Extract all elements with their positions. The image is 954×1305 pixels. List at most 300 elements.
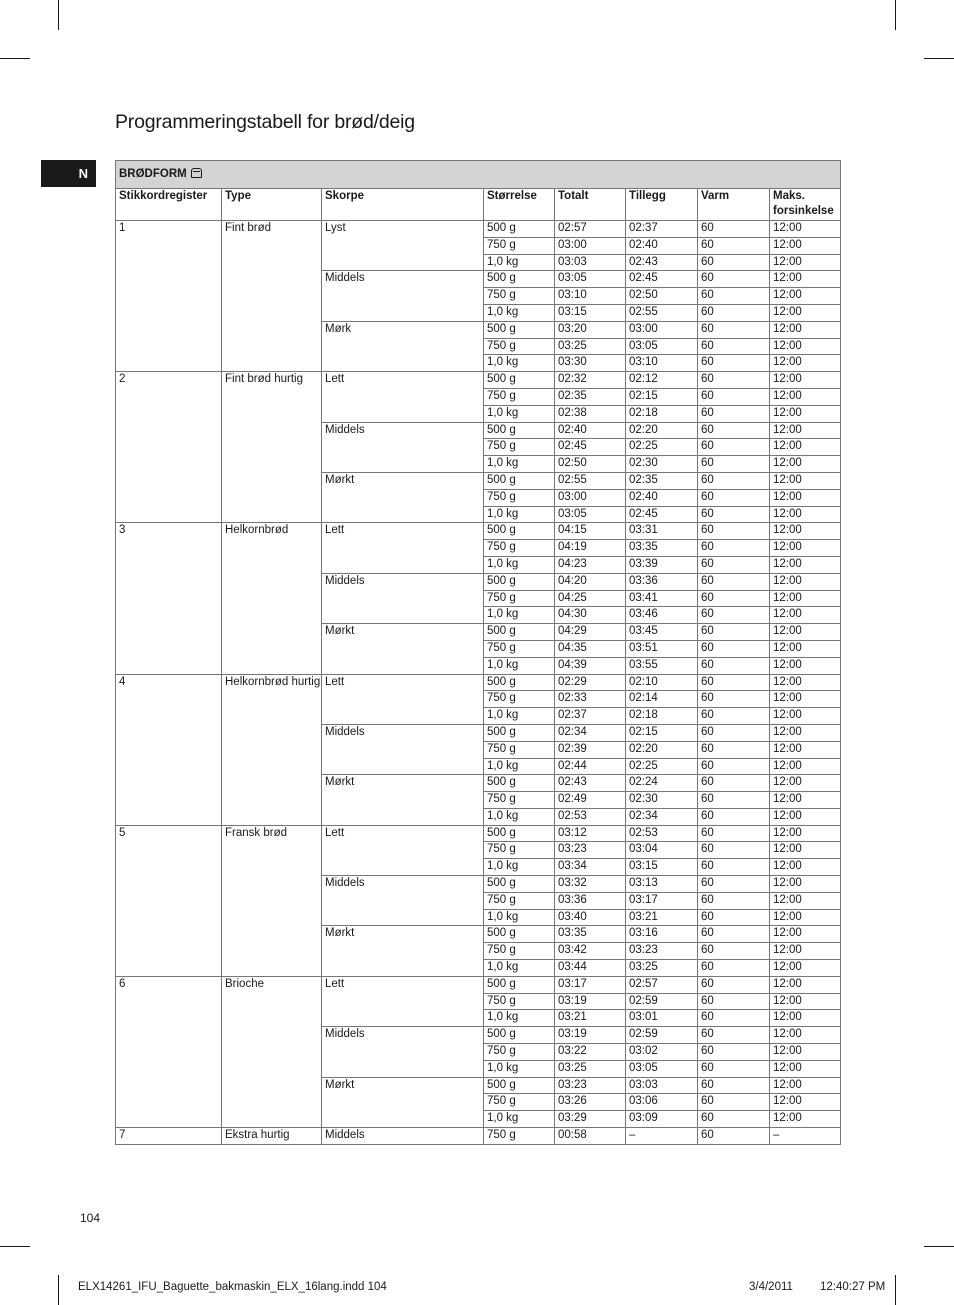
- max-delay-cell: 12:00: [770, 909, 841, 926]
- extra-time-cell: 03:16: [626, 926, 698, 943]
- warm-cell: 60: [698, 993, 770, 1010]
- max-delay-cell: 12:00: [770, 304, 841, 321]
- max-delay-cell: 12:00: [770, 624, 841, 641]
- max-delay-cell: 12:00: [770, 271, 841, 288]
- footer-time: 12:40:27 PM: [820, 1281, 886, 1293]
- warm-cell: 60: [698, 792, 770, 809]
- extra-time-cell: 02:18: [626, 708, 698, 725]
- extra-time-cell: 02:15: [626, 388, 698, 405]
- page-number: 104: [80, 1211, 101, 1225]
- size-cell: 750 g: [484, 1128, 555, 1145]
- program-type-cell: Fransk brød: [222, 825, 322, 976]
- table-row: [116, 221, 841, 238]
- max-delay-cell: 12:00: [770, 691, 841, 708]
- column-header-program: Stikkordregister: [116, 189, 222, 221]
- total-time-cell: 03:32: [555, 876, 626, 893]
- total-time-cell: 04:25: [555, 590, 626, 607]
- column-header-type: Type: [222, 189, 322, 221]
- size-cell: 1,0 kg: [484, 405, 555, 422]
- warm-cell: 60: [698, 741, 770, 758]
- total-time-cell: 04:20: [555, 573, 626, 590]
- max-delay-cell: 12:00: [770, 372, 841, 389]
- warm-cell: 60: [698, 708, 770, 725]
- size-cell: 1,0 kg: [484, 456, 555, 473]
- extra-time-cell: 03:51: [626, 640, 698, 657]
- total-time-cell: 03:34: [555, 859, 626, 876]
- warm-cell: 60: [698, 472, 770, 489]
- max-delay-cell: 12:00: [770, 876, 841, 893]
- extra-time-cell: 03:13: [626, 876, 698, 893]
- program-type-cell: Helkornbrød hurtig: [222, 674, 322, 825]
- table-row: [116, 372, 841, 389]
- footer-filename: ELX14261_IFU_Baguette_bakmaskin_ELX_16lang.indd 104: [78, 1281, 387, 1293]
- size-cell: 750 g: [484, 943, 555, 960]
- warm-cell: 60: [698, 540, 770, 557]
- max-delay-cell: 12:00: [770, 741, 841, 758]
- size-cell: 1,0 kg: [484, 1060, 555, 1077]
- size-cell: 500 g: [484, 1077, 555, 1094]
- total-time-cell: 03:25: [555, 338, 626, 355]
- extra-time-cell: 02:34: [626, 808, 698, 825]
- max-delay-cell: 12:00: [770, 523, 841, 540]
- max-delay-cell: 12:00: [770, 338, 841, 355]
- max-delay-cell: 12:00: [770, 556, 841, 573]
- warm-cell: 60: [698, 640, 770, 657]
- warm-cell: 60: [698, 724, 770, 741]
- size-cell: 750 g: [484, 439, 555, 456]
- total-time-cell: 02:40: [555, 422, 626, 439]
- size-cell: 1,0 kg: [484, 859, 555, 876]
- program-number-cell: 2: [116, 372, 222, 523]
- max-delay-cell: 12:00: [770, 825, 841, 842]
- size-cell: 750 g: [484, 640, 555, 657]
- footer-date: 3/4/2011: [749, 1281, 793, 1293]
- total-time-cell: 02:38: [555, 405, 626, 422]
- total-time-cell: 04:29: [555, 624, 626, 641]
- total-time-cell: 02:43: [555, 775, 626, 792]
- size-cell: 1,0 kg: [484, 758, 555, 775]
- crust-cell: Mørkt: [322, 624, 484, 674]
- warm-cell: 60: [698, 624, 770, 641]
- size-cell: 750 g: [484, 741, 555, 758]
- table-row: [116, 1128, 841, 1145]
- warm-cell: 60: [698, 304, 770, 321]
- size-cell: 500 g: [484, 321, 555, 338]
- warm-cell: 60: [698, 254, 770, 271]
- total-time-cell: 02:45: [555, 439, 626, 456]
- max-delay-cell: 12:00: [770, 1077, 841, 1094]
- column-header-total: Totalt: [555, 189, 626, 221]
- extra-time-cell: 03:31: [626, 523, 698, 540]
- warm-cell: 60: [698, 943, 770, 960]
- warm-cell: 60: [698, 372, 770, 389]
- extra-time-cell: 02:14: [626, 691, 698, 708]
- total-time-cell: 03:19: [555, 1027, 626, 1044]
- warm-cell: 60: [698, 1044, 770, 1061]
- max-delay-cell: 12:00: [770, 1111, 841, 1128]
- crust-cell: Middels: [322, 573, 484, 623]
- total-time-cell: 04:30: [555, 607, 626, 624]
- max-delay-cell: 12:00: [770, 1010, 841, 1027]
- warm-cell: 60: [698, 456, 770, 473]
- crust-cell: Mørkt: [322, 926, 484, 976]
- extra-time-cell: 02:40: [626, 489, 698, 506]
- crust-cell: Lett: [322, 825, 484, 875]
- size-cell: 1,0 kg: [484, 708, 555, 725]
- max-delay-cell: 12:00: [770, 808, 841, 825]
- max-delay-cell: 12:00: [770, 892, 841, 909]
- crop-mark: [895, 1275, 896, 1305]
- max-delay-cell: 12:00: [770, 926, 841, 943]
- max-delay-cell: 12:00: [770, 708, 841, 725]
- size-cell: 500 g: [484, 775, 555, 792]
- warm-cell: 60: [698, 842, 770, 859]
- max-delay-cell: 12:00: [770, 943, 841, 960]
- total-time-cell: 03:10: [555, 288, 626, 305]
- warm-cell: 60: [698, 976, 770, 993]
- crust-cell: Middels: [322, 876, 484, 926]
- total-time-cell: 02:50: [555, 456, 626, 473]
- max-delay-cell: 12:00: [770, 674, 841, 691]
- extra-time-cell: 02:30: [626, 456, 698, 473]
- total-time-cell: 03:23: [555, 842, 626, 859]
- max-delay-cell: 12:00: [770, 590, 841, 607]
- max-delay-cell: 12:00: [770, 960, 841, 977]
- total-time-cell: 02:55: [555, 472, 626, 489]
- max-delay-cell: 12:00: [770, 1044, 841, 1061]
- crust-cell: Mørkt: [322, 1077, 484, 1127]
- column-header-delay: Maks. forsinkelse: [770, 189, 841, 221]
- extra-time-cell: 02:43: [626, 254, 698, 271]
- total-time-cell: 03:40: [555, 909, 626, 926]
- size-cell: 1,0 kg: [484, 506, 555, 523]
- max-delay-cell: 12:00: [770, 976, 841, 993]
- total-time-cell: 02:29: [555, 674, 626, 691]
- total-time-cell: 03:12: [555, 825, 626, 842]
- program-table-container: [115, 160, 840, 1145]
- size-cell: 1,0 kg: [484, 254, 555, 271]
- warm-cell: 60: [698, 439, 770, 456]
- max-delay-cell: 12:00: [770, 775, 841, 792]
- total-time-cell: 04:39: [555, 657, 626, 674]
- total-time-cell: 03:44: [555, 960, 626, 977]
- total-time-cell: 03:15: [555, 304, 626, 321]
- max-delay-cell: 12:00: [770, 1060, 841, 1077]
- crust-cell: Middels: [322, 1027, 484, 1077]
- total-time-cell: 04:19: [555, 540, 626, 557]
- max-delay-cell: 12:00: [770, 405, 841, 422]
- crust-cell: Lett: [322, 523, 484, 573]
- max-delay-cell: 12:00: [770, 657, 841, 674]
- extra-time-cell: 02:20: [626, 741, 698, 758]
- size-cell: 500 g: [484, 724, 555, 741]
- language-tab-label: N: [78, 166, 88, 181]
- total-time-cell: 02:49: [555, 792, 626, 809]
- warm-cell: 60: [698, 825, 770, 842]
- total-time-cell: 02:37: [555, 708, 626, 725]
- max-delay-cell: 12:00: [770, 388, 841, 405]
- extra-time-cell: –: [626, 1128, 698, 1145]
- table-row: [116, 674, 841, 691]
- warm-cell: 60: [698, 388, 770, 405]
- section-band-row: [116, 161, 841, 189]
- warm-cell: 60: [698, 1010, 770, 1027]
- max-delay-cell: 12:00: [770, 254, 841, 271]
- max-delay-cell: 12:00: [770, 758, 841, 775]
- program-number-cell: 7: [116, 1128, 222, 1145]
- size-cell: 750 g: [484, 792, 555, 809]
- size-cell: 750 g: [484, 691, 555, 708]
- warm-cell: 60: [698, 607, 770, 624]
- size-cell: 750 g: [484, 892, 555, 909]
- table-row: [116, 523, 841, 540]
- total-time-cell: 03:21: [555, 1010, 626, 1027]
- total-time-cell: 03:30: [555, 355, 626, 372]
- crop-mark: [58, 1275, 59, 1305]
- warm-cell: 60: [698, 1128, 770, 1145]
- total-time-cell: 02:35: [555, 388, 626, 405]
- max-delay-cell: 12:00: [770, 724, 841, 741]
- total-time-cell: 03:26: [555, 1094, 626, 1111]
- crust-cell: Middels: [322, 724, 484, 774]
- size-cell: 1,0 kg: [484, 960, 555, 977]
- warm-cell: 60: [698, 405, 770, 422]
- size-cell: 500 g: [484, 674, 555, 691]
- total-time-cell: 04:23: [555, 556, 626, 573]
- column-header-extra: Tillegg: [626, 189, 698, 221]
- size-cell: 1,0 kg: [484, 556, 555, 573]
- extra-time-cell: 02:35: [626, 472, 698, 489]
- extra-time-cell: 03:09: [626, 1111, 698, 1128]
- extra-time-cell: 02:25: [626, 758, 698, 775]
- total-time-cell: 03:00: [555, 237, 626, 254]
- extra-time-cell: 03:02: [626, 1044, 698, 1061]
- warm-cell: 60: [698, 237, 770, 254]
- extra-time-cell: 02:25: [626, 439, 698, 456]
- total-time-cell: 03:20: [555, 321, 626, 338]
- crop-mark: [58, 0, 59, 30]
- max-delay-cell: 12:00: [770, 506, 841, 523]
- total-time-cell: 02:32: [555, 372, 626, 389]
- crust-cell: Mørk: [322, 321, 484, 371]
- total-time-cell: 03:29: [555, 1111, 626, 1128]
- program-type-cell: Fint brød hurtig: [222, 372, 322, 523]
- extra-time-cell: 03:10: [626, 355, 698, 372]
- crop-mark: [924, 1246, 954, 1247]
- warm-cell: 60: [698, 859, 770, 876]
- total-time-cell: 02:34: [555, 724, 626, 741]
- total-time-cell: 00:58: [555, 1128, 626, 1145]
- max-delay-cell: 12:00: [770, 439, 841, 456]
- max-delay-cell: 12:00: [770, 859, 841, 876]
- column-header-row: [116, 189, 841, 221]
- size-cell: 750 g: [484, 237, 555, 254]
- max-delay-cell: 12:00: [770, 993, 841, 1010]
- extra-time-cell: 03:15: [626, 859, 698, 876]
- max-delay-cell: 12:00: [770, 288, 841, 305]
- size-cell: 750 g: [484, 489, 555, 506]
- crust-cell: Middels: [322, 271, 484, 321]
- warm-cell: 60: [698, 355, 770, 372]
- max-delay-cell: 12:00: [770, 221, 841, 238]
- warm-cell: 60: [698, 422, 770, 439]
- extra-time-cell: 03:21: [626, 909, 698, 926]
- max-delay-cell: 12:00: [770, 1094, 841, 1111]
- size-cell: 1,0 kg: [484, 1111, 555, 1128]
- table-row: [116, 825, 841, 842]
- max-delay-cell: 12:00: [770, 842, 841, 859]
- max-delay-cell: 12:00: [770, 237, 841, 254]
- extra-time-cell: 02:18: [626, 405, 698, 422]
- extra-time-cell: 02:55: [626, 304, 698, 321]
- warm-cell: 60: [698, 691, 770, 708]
- max-delay-cell: 12:00: [770, 573, 841, 590]
- extra-time-cell: 03:05: [626, 338, 698, 355]
- warm-cell: 60: [698, 1111, 770, 1128]
- extra-time-cell: 03:06: [626, 1094, 698, 1111]
- total-time-cell: 02:33: [555, 691, 626, 708]
- warm-cell: 60: [698, 758, 770, 775]
- warm-cell: 60: [698, 892, 770, 909]
- extra-time-cell: 02:20: [626, 422, 698, 439]
- extra-time-cell: 02:59: [626, 993, 698, 1010]
- size-cell: 750 g: [484, 842, 555, 859]
- extra-time-cell: 03:39: [626, 556, 698, 573]
- program-type-cell: Helkornbrød: [222, 523, 322, 674]
- size-cell: 1,0 kg: [484, 1010, 555, 1027]
- extra-time-cell: 03:46: [626, 607, 698, 624]
- extra-time-cell: 03:05: [626, 1060, 698, 1077]
- program-type-cell: Ekstra hurtig: [222, 1128, 322, 1145]
- size-cell: 750 g: [484, 388, 555, 405]
- total-time-cell: 03:35: [555, 926, 626, 943]
- size-cell: 500 g: [484, 221, 555, 238]
- total-time-cell: 04:15: [555, 523, 626, 540]
- size-cell: 500 g: [484, 422, 555, 439]
- warm-cell: 60: [698, 1077, 770, 1094]
- extra-time-cell: 02:53: [626, 825, 698, 842]
- extra-time-cell: 02:10: [626, 674, 698, 691]
- size-cell: 500 g: [484, 926, 555, 943]
- extra-time-cell: 02:30: [626, 792, 698, 809]
- crop-mark: [895, 0, 896, 30]
- warm-cell: 60: [698, 573, 770, 590]
- extra-time-cell: 03:04: [626, 842, 698, 859]
- warm-cell: 60: [698, 288, 770, 305]
- total-time-cell: 03:05: [555, 506, 626, 523]
- extra-time-cell: 03:01: [626, 1010, 698, 1027]
- program-type-cell: Fint brød: [222, 221, 322, 372]
- crust-cell: Middels: [322, 1128, 484, 1145]
- total-time-cell: 03:19: [555, 993, 626, 1010]
- extra-time-cell: 02:12: [626, 372, 698, 389]
- crop-mark: [924, 58, 954, 59]
- size-cell: 750 g: [484, 590, 555, 607]
- warm-cell: 60: [698, 876, 770, 893]
- extra-time-cell: 03:25: [626, 960, 698, 977]
- warm-cell: 60: [698, 1060, 770, 1077]
- extra-time-cell: 03:41: [626, 590, 698, 607]
- max-delay-cell: 12:00: [770, 321, 841, 338]
- column-header-warm: Varm: [698, 189, 770, 221]
- crop-mark: [0, 1246, 30, 1247]
- warm-cell: 60: [698, 321, 770, 338]
- extra-time-cell: 02:40: [626, 237, 698, 254]
- total-time-cell: 03:22: [555, 1044, 626, 1061]
- page-title: Programmeringstabell for brød/deig: [115, 111, 415, 133]
- max-delay-cell: 12:00: [770, 607, 841, 624]
- extra-time-cell: 02:57: [626, 976, 698, 993]
- total-time-cell: 03:05: [555, 271, 626, 288]
- size-cell: 500 g: [484, 876, 555, 893]
- program-number-cell: 6: [116, 976, 222, 1127]
- extra-time-cell: 03:45: [626, 624, 698, 641]
- size-cell: 500 g: [484, 624, 555, 641]
- warm-cell: 60: [698, 674, 770, 691]
- warm-cell: 60: [698, 909, 770, 926]
- section-band: [116, 161, 841, 189]
- program-number-cell: 3: [116, 523, 222, 674]
- warm-cell: 60: [698, 590, 770, 607]
- size-cell: 500 g: [484, 472, 555, 489]
- max-delay-cell: 12:00: [770, 792, 841, 809]
- warm-cell: 60: [698, 1027, 770, 1044]
- warm-cell: 60: [698, 338, 770, 355]
- total-time-cell: 02:57: [555, 221, 626, 238]
- program-number-cell: 5: [116, 825, 222, 976]
- crust-cell: Lett: [322, 372, 484, 422]
- total-time-cell: 03:03: [555, 254, 626, 271]
- total-time-cell: 02:44: [555, 758, 626, 775]
- warm-cell: 60: [698, 960, 770, 977]
- total-time-cell: 03:25: [555, 1060, 626, 1077]
- crust-cell: Mørkt: [322, 775, 484, 825]
- warm-cell: 60: [698, 221, 770, 238]
- max-delay-cell: 12:00: [770, 472, 841, 489]
- section-label: BRØDFORM: [119, 167, 187, 180]
- warm-cell: 60: [698, 808, 770, 825]
- column-header-crust: Skorpe: [322, 189, 484, 221]
- program-table-body: [116, 221, 841, 1145]
- crust-cell: Lett: [322, 976, 484, 1026]
- size-cell: 500 g: [484, 825, 555, 842]
- extra-time-cell: 03:03: [626, 1077, 698, 1094]
- size-cell: 750 g: [484, 993, 555, 1010]
- extra-time-cell: 02:15: [626, 724, 698, 741]
- max-delay-cell: 12:00: [770, 640, 841, 657]
- size-cell: 500 g: [484, 523, 555, 540]
- crop-mark: [0, 58, 30, 59]
- extra-time-cell: 02:59: [626, 1027, 698, 1044]
- total-time-cell: 03:00: [555, 489, 626, 506]
- extra-time-cell: 02:45: [626, 271, 698, 288]
- max-delay-cell: –: [770, 1128, 841, 1145]
- max-delay-cell: 12:00: [770, 1027, 841, 1044]
- extra-time-cell: 03:55: [626, 657, 698, 674]
- warm-cell: 60: [698, 657, 770, 674]
- size-cell: 500 g: [484, 1027, 555, 1044]
- bread-tin-icon: [191, 168, 202, 178]
- warm-cell: 60: [698, 926, 770, 943]
- extra-time-cell: 02:37: [626, 221, 698, 238]
- warm-cell: 60: [698, 506, 770, 523]
- extra-time-cell: 03:00: [626, 321, 698, 338]
- size-cell: 750 g: [484, 338, 555, 355]
- size-cell: 1,0 kg: [484, 304, 555, 321]
- max-delay-cell: 12:00: [770, 456, 841, 473]
- size-cell: 1,0 kg: [484, 657, 555, 674]
- total-time-cell: 02:53: [555, 808, 626, 825]
